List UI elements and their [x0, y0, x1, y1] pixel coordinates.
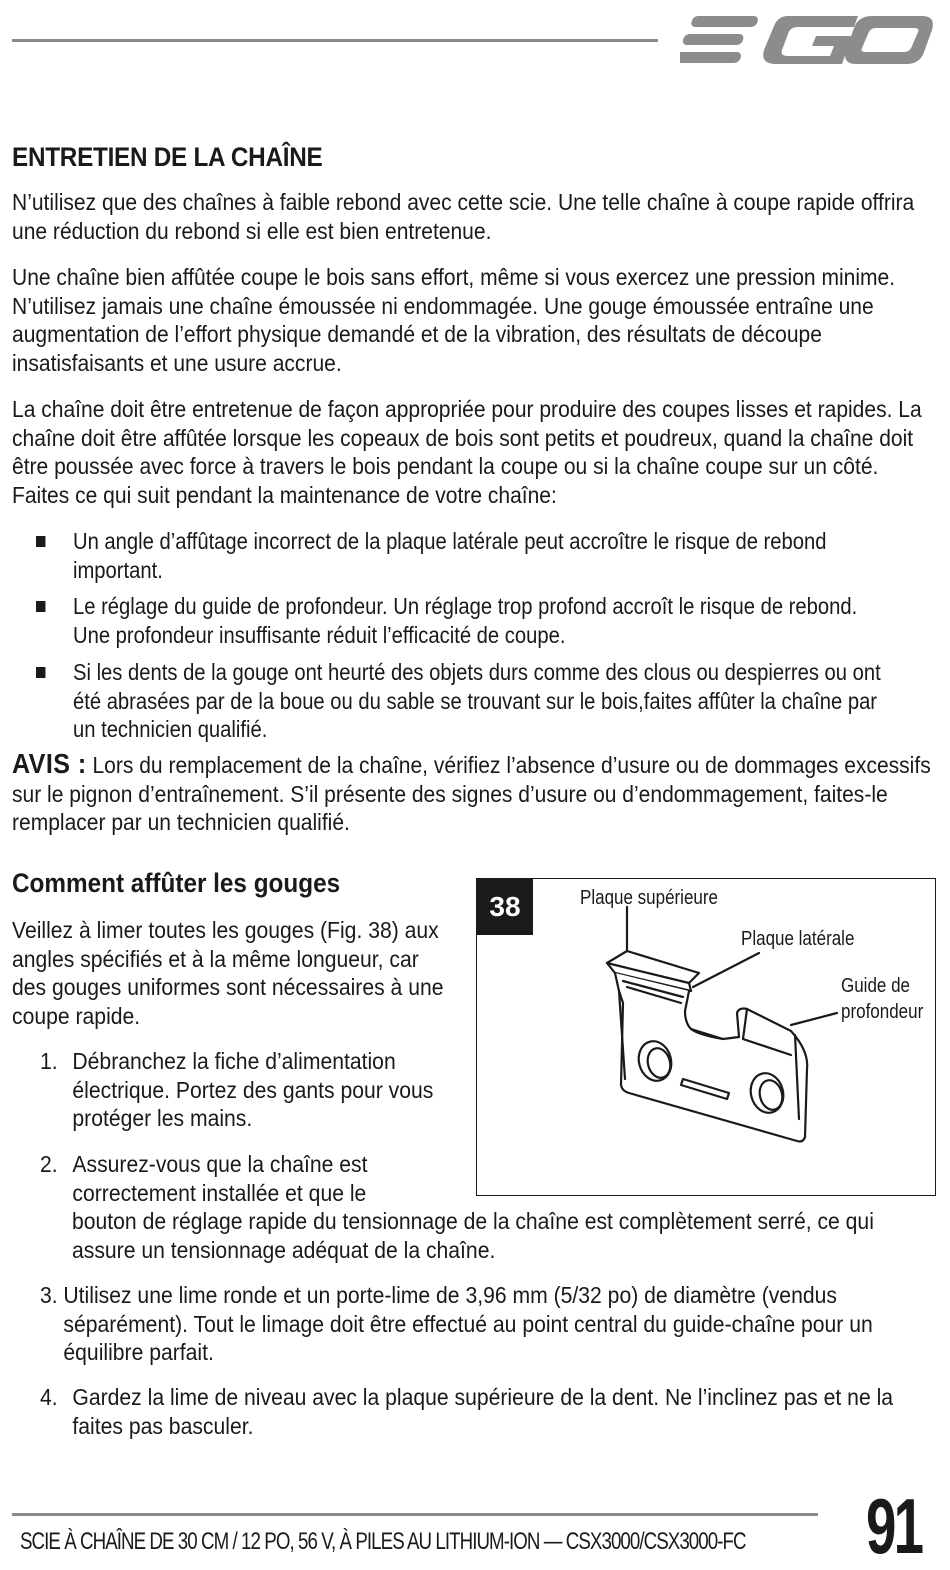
- step-number: 1.: [40, 1048, 58, 1074]
- footer-rule: [12, 1513, 818, 1516]
- step-item: [40, 1281, 940, 1367]
- paragraph-sharp-chain: Une chaîne bien affûtée coupe le bois sans effort, même si vous exercez une pression minime. N’utilisez jamais une chaîne émoussée ni endommagée. Une gouge émoussée entraîne une augmentation de l’effort physique demandé et de la vibration, des résultats de découpe insatisfaisants et une usure accrue.: [12, 264, 896, 376]
- bullet-square-icon: [36, 536, 45, 547]
- figure-38: [476, 878, 936, 1196]
- chain-cutter-drawing: [477, 879, 935, 1195]
- label-depth-gauge-line2: profondeur: [841, 1001, 924, 1023]
- subsection-title: Comment affûter les gouges: [12, 868, 341, 898]
- step-number: 2.: [40, 1151, 58, 1177]
- intro-paragraph: Veillez à limer toutes les gouges (Fig. 38) aux angles spécifiés et à la même longueur, car des gouges uniformes sont nécessaires à une coupe rapide.: [12, 917, 444, 1029]
- step-item: [40, 1150, 436, 1207]
- bullet-text: Un angle d’affûtage incorrect de la plaque latérale peut accroître le risque de rebond important.: [72, 528, 827, 583]
- bullet-item: [36, 592, 896, 649]
- label-depth-gauge-line1: Guide de: [841, 975, 910, 997]
- step-item: [40, 1383, 940, 1440]
- label-top-plate: Plaque supérieure: [580, 887, 718, 909]
- footer-text: SCIE À CHAÎNE DE 30 CM / 12 PO, 56 V, À PILES AU LITHIUM-ION — CSX3000/CSX3000-FC: [20, 1528, 746, 1555]
- header-rule: [12, 39, 658, 42]
- bullet-text: Si les dents de la gouge ont heurté des objets durs comme des clous ou despierres ou ont été abrasées par de la boue ou du sable se trouvant sur le bois,faites affûter la chaîne par un technicien qualifié.: [72, 659, 881, 742]
- label-side-plate: Plaque latérale: [741, 928, 855, 950]
- ego-logo: [680, 12, 936, 68]
- section-title: ENTRETIEN DE LA CHAÎNE: [12, 142, 323, 172]
- step-text-continuation: bouton de réglage rapide du tensionnage de la chaîne est complètement serré, ce qui assure un tensionnage adéquat de la chaîne.: [72, 1208, 874, 1263]
- step-number: 4.: [40, 1384, 58, 1410]
- notice-label: AVIS :: [12, 748, 87, 779]
- bullet-item: [36, 527, 896, 584]
- step-text: Débranchez la fiche d’alimentation électrique. Portez des gants pour vous protéger les mains.: [72, 1048, 434, 1131]
- paragraph-low-kickback: N’utilisez que des chaînes à faible rebond avec cette scie. Une telle chaîne à coupe rapide offrira une réduction du rebond si elle est bien entretenue.: [12, 189, 915, 244]
- notice-text: Lors du remplacement de la chaîne, vérifiez l’absence d’usure ou de dommages excessifs sur le pignon d’entraînement. S’il présente des signes d’usure ou d’endommagement, faites-le remplacer par un technicien qualifié.: [12, 752, 931, 835]
- paragraph-maintenance: La chaîne doit être entretenue de façon appropriée pour produire des coupes lisses et rapides. La chaîne doit être affûtée lorsque les copeaux de bois sont petits et poudreux, quand la chaîne doit être poussée avec force à travers le bois pendant la coupe ou si la chaîne coupe sur un côté. Faites ce qui suit pendant la maintenance de votre chaîne:: [12, 396, 922, 508]
- step-text: Gardez la lime de niveau avec la plaque supérieure de la dent. Ne l’inclinez pas et ne la faites pas basculer.: [72, 1384, 894, 1439]
- bullet-square-icon: [36, 667, 45, 678]
- bullet-text: Le réglage du guide de profondeur. Un réglage trop profond accroît le risque de rebond. Une profondeur insuffisante réduit l’efficacité de coupe.: [72, 593, 858, 648]
- step-item: [40, 1047, 436, 1133]
- figure-number: 38: [477, 879, 533, 935]
- step-text: Utilisez une lime ronde et un porte-lime de 3,96 mm (5/32 po) de diamètre (vendus séparément). Tout le limage doit être effectué au point central du guide-chaîne pour un équilibre parfait.: [63, 1282, 873, 1365]
- bullet-item: [36, 658, 896, 744]
- bullet-square-icon: [36, 601, 45, 612]
- step-number: 3.: [40, 1282, 58, 1308]
- page-number: 91: [866, 1482, 922, 1570]
- step-text: Assurez-vous que la chaîne est correctement installée et que le: [72, 1151, 368, 1206]
- notice-paragraph: [12, 750, 934, 837]
